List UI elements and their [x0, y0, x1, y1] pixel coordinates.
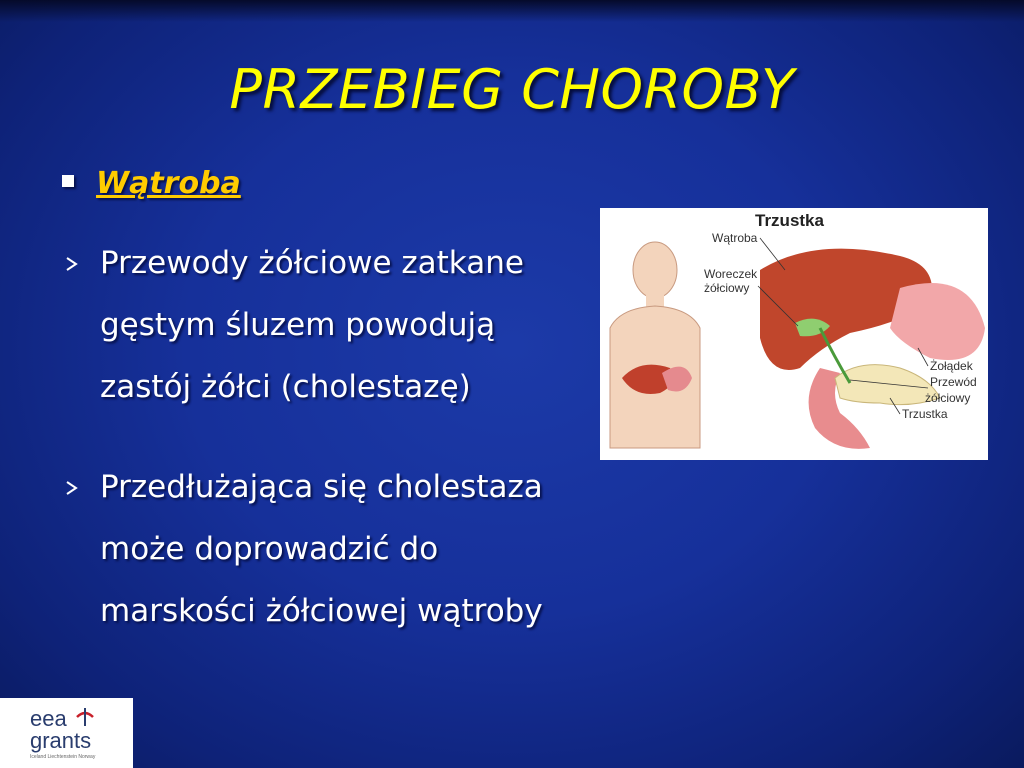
top-shadow-bar [0, 0, 1024, 22]
label-stomach: Żołądek [930, 359, 973, 373]
arrow-bullet-icon [62, 254, 82, 274]
bullet-item-2-line-2: może doprowadzić do [100, 531, 439, 567]
label-bile-duct-2: żółciowy [925, 391, 971, 405]
bullet-item-1 [100, 232, 660, 418]
heading-wątroba: Wątroba [96, 166, 241, 201]
bullet-item-1-line-1: Przewody żółciowe zatkane [100, 245, 524, 281]
logo-fine-print: Iceland Liechtenstein Norway [30, 754, 96, 760]
human-torso-figure [610, 242, 700, 448]
label-pancreas: Trzustka [902, 407, 948, 421]
anatomy-drawing [600, 208, 988, 460]
arrow-bullet-icon [62, 478, 82, 498]
bullet-item-2 [100, 456, 660, 642]
label-gallbladder-2: żółciowy [704, 281, 750, 295]
bullet-item-2-line-1: Przedłużająca się cholestaza [100, 469, 543, 505]
bullet-item-1-line-3: zastój żółci (cholestazę) [100, 369, 471, 405]
illustration-title: Trzustka [755, 211, 824, 230]
eea-grants-logo [0, 698, 133, 768]
label-gallbladder-1: Woreczek [704, 267, 758, 281]
logo-mark-icon [74, 706, 96, 728]
slide-title: PRZEBIEG CHOROBY [229, 58, 795, 121]
label-liver: Wątroba [712, 231, 758, 245]
square-bullet-icon [62, 175, 74, 187]
anatomy-illustration [600, 208, 988, 460]
logo-text-grants: grants [30, 728, 92, 753]
bullet-item-2-line-3: marskości żółciowej wątroby [100, 593, 543, 629]
label-bile-duct-1: Przewód [930, 375, 977, 389]
logo-text-eea: eea [30, 706, 67, 731]
bullet-item-1-line-2: gęstym śluzem powodują [100, 307, 496, 343]
stomach-shape [890, 283, 985, 360]
heading-bullet [62, 152, 241, 215]
